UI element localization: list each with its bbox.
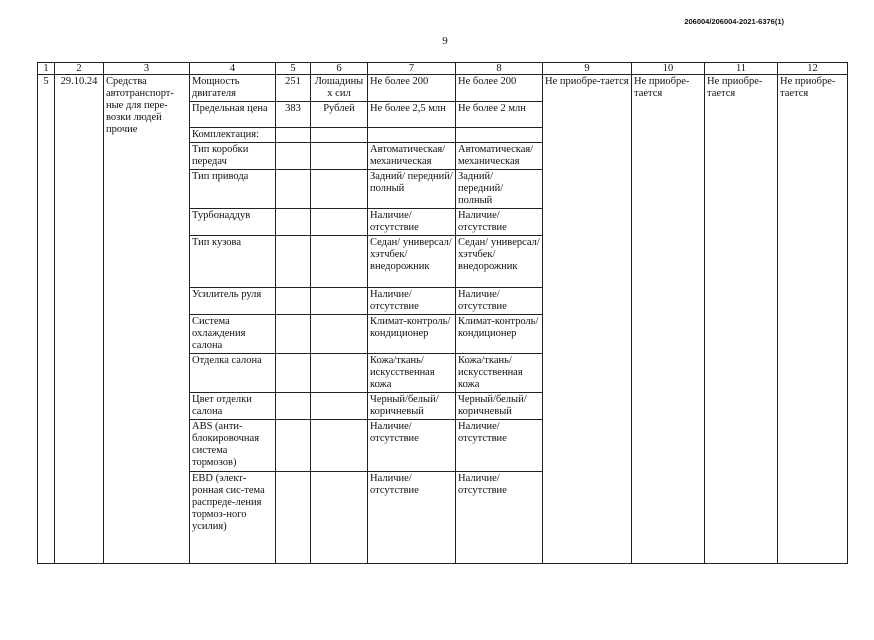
feature-cell: Система охлаждения салона xyxy=(190,315,276,354)
feature-cell: EBD (элект-ронная сис-тема распреде-ления тормоз-ного усилия) xyxy=(190,472,276,564)
product-name-cell: Средства автотранспорт-ные для пере-возки людей прочие xyxy=(104,75,190,564)
col7-cell: Наличие/ отсутствие xyxy=(368,209,456,236)
col8-cell: Наличие/ отсутствие xyxy=(456,288,543,315)
column-header: 2 xyxy=(55,63,104,75)
unit-cell xyxy=(311,128,368,143)
feature-cell: ABS (анти-блокировочная система тормозов) xyxy=(190,420,276,472)
not-acquired-cell: Не приобре-тается xyxy=(543,75,632,564)
unit-cell xyxy=(311,315,368,354)
value-cell xyxy=(276,170,311,209)
value-cell xyxy=(276,315,311,354)
unit-cell xyxy=(311,170,368,209)
column-header: 11 xyxy=(705,63,778,75)
not-acquired-cell: Не приобре-тается xyxy=(778,75,848,564)
procurement-table xyxy=(37,62,848,564)
value-cell xyxy=(276,420,311,472)
unit-cell xyxy=(311,288,368,315)
unit-cell xyxy=(311,143,368,170)
unit-cell: Рублей xyxy=(311,102,368,128)
page-number: 9 xyxy=(442,35,448,47)
value-cell xyxy=(276,209,311,236)
value-cell xyxy=(276,354,311,393)
col8-cell: Черный/белый/ коричневый xyxy=(456,393,543,420)
column-header: 10 xyxy=(632,63,705,75)
col7-cell xyxy=(368,128,456,143)
row-number-cell: 5 xyxy=(38,75,55,564)
col7-cell: Задний/ передний/ полный xyxy=(368,170,456,209)
col8-cell xyxy=(456,128,543,143)
col7-cell: Наличие/ отсутствие xyxy=(368,472,456,564)
col8-cell: Задний/ передний/ полный xyxy=(456,170,543,209)
value-cell xyxy=(276,288,311,315)
unit-cell xyxy=(311,420,368,472)
code-cell: 29.10.24 xyxy=(55,75,104,564)
feature-cell: Комплектация: xyxy=(190,128,276,143)
column-header-row xyxy=(38,63,848,75)
col7-cell: Автоматическая/ механическая xyxy=(368,143,456,170)
col8-cell: Климат-контроль/ кондиционер xyxy=(456,315,543,354)
feature-cell: Предельная цена xyxy=(190,102,276,128)
unit-cell xyxy=(311,354,368,393)
value-cell: 251 xyxy=(276,75,311,102)
col8-cell: Наличие/ отсутствие xyxy=(456,472,543,564)
col7-cell: Климат-контроль/ кондиционер xyxy=(368,315,456,354)
unit-cell xyxy=(311,472,368,564)
col8-cell: Автоматическая/ механическая xyxy=(456,143,543,170)
feature-cell: Усилитель руля xyxy=(190,288,276,315)
feature-cell: Тип привода xyxy=(190,170,276,209)
feature-cell: Тип коробки передач xyxy=(190,143,276,170)
column-header: 12 xyxy=(778,63,848,75)
feature-cell: Отделка салона xyxy=(190,354,276,393)
col8-cell: Наличие/ отсутствие xyxy=(456,209,543,236)
col7-cell: Не более 200 xyxy=(368,75,456,102)
col8-cell: Седан/ универсал/ хэтчбек/ внедорожник xyxy=(456,236,543,288)
not-acquired-cell: Не приобре-тается xyxy=(632,75,705,564)
feature-cell: Тип кузова xyxy=(190,236,276,288)
column-header: 4 xyxy=(190,63,276,75)
feature-cell: Цвет отделки салона xyxy=(190,393,276,420)
unit-cell: Лошадиных сил xyxy=(311,75,368,102)
unit-cell xyxy=(311,393,368,420)
value-cell xyxy=(276,128,311,143)
column-header: 1 xyxy=(38,63,55,75)
col7-cell: Наличие/ отсутствие xyxy=(368,420,456,472)
col7-cell: Черный/белый/ коричневый xyxy=(368,393,456,420)
unit-cell xyxy=(311,236,368,288)
col7-cell: Седан/ универсал/ хэтчбек/ внедорожник xyxy=(368,236,456,288)
col8-cell: Не более 200 xyxy=(456,75,543,102)
value-cell xyxy=(276,393,311,420)
document-id: 206004/206004-2021-6376(1) xyxy=(684,17,784,26)
value-cell xyxy=(276,143,311,170)
column-header: 3 xyxy=(104,63,190,75)
col7-cell: Кожа/ткань/ искусственная кожа xyxy=(368,354,456,393)
column-header: 6 xyxy=(311,63,368,75)
col7-cell: Наличие/ отсутствие xyxy=(368,288,456,315)
not-acquired-cell: Не приобре-тается xyxy=(705,75,778,564)
column-header: 8 xyxy=(456,63,543,75)
column-header: 5 xyxy=(276,63,311,75)
column-header: 7 xyxy=(368,63,456,75)
col8-cell: Не более 2 млн xyxy=(456,102,543,128)
feature-cell: Турбонаддув xyxy=(190,209,276,236)
column-header: 9 xyxy=(543,63,632,75)
feature-cell: Мощность двигателя xyxy=(190,75,276,102)
unit-cell xyxy=(311,209,368,236)
col8-cell: Наличие/ отсутствие xyxy=(456,420,543,472)
col8-cell: Кожа/ткань/ искусственная кожа xyxy=(456,354,543,393)
col7-cell: Не более 2,5 млн xyxy=(368,102,456,128)
value-cell xyxy=(276,472,311,564)
value-cell: 383 xyxy=(276,102,311,128)
table-row xyxy=(38,75,848,102)
value-cell xyxy=(276,236,311,288)
